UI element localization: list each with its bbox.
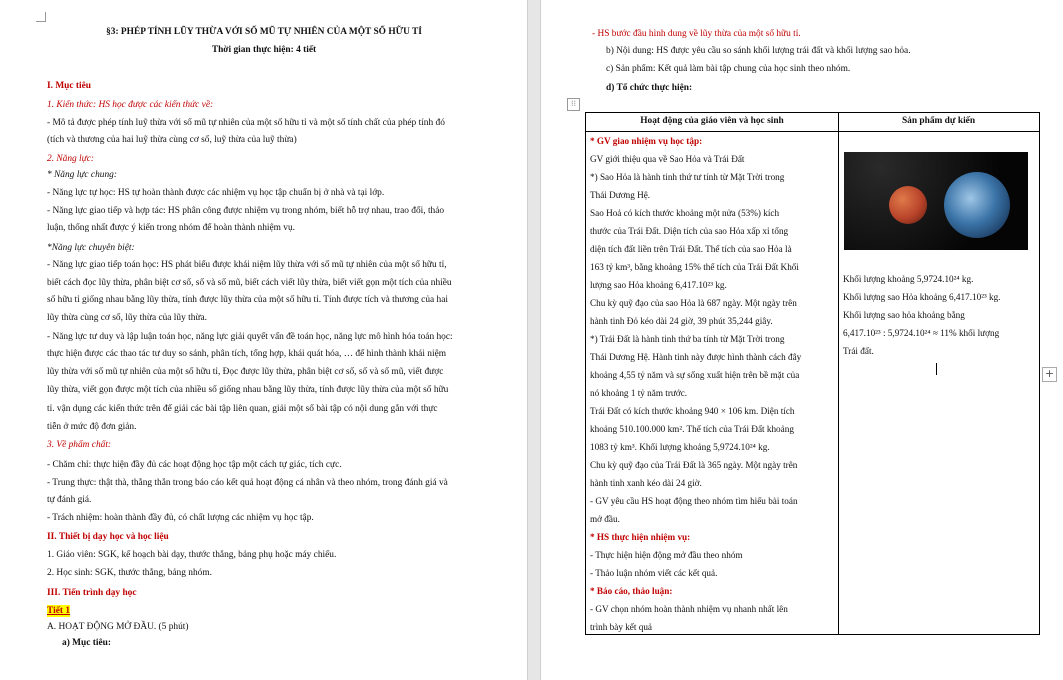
table-column-divider: [838, 113, 839, 634]
activity-line: thước của Trái Đất. Diện tích của sao Hỏa xấp xỉ tổng: [590, 226, 789, 236]
activity-line: diện tích đất liền trên Trái Đất. Thể tích của sao Hỏa là: [590, 244, 792, 254]
activity-line: Chu kỳ quỹ đạo của Trái Đất là 365 ngày. Một ngày trên: [590, 460, 798, 470]
page1-line: * Năng lực chung:: [47, 170, 117, 180]
activity-line: nó khoảng 1 tỷ năm trước.: [590, 388, 688, 398]
page-title: §3: PHÉP TÍNH LŨY THỪA VỚI SỐ MŨ TỰ NHIÊN CỦA MỘT SỐ HỮU TỈ: [106, 27, 422, 37]
activity-line: trình bày kết quả: [590, 622, 652, 632]
page1-line: I. Mục tiêu: [47, 81, 92, 91]
page1-line: III. Tiến trình dạy học: [47, 588, 137, 598]
activity-line: Thái Dương Hệ. Hành tinh này được hình thành cách đây: [590, 352, 802, 362]
page1-line: tiễn ở mức độ đơn giản.: [47, 422, 137, 432]
product-line: Trái đất.: [843, 346, 874, 356]
page1-line: a) Mục tiêu:: [62, 638, 111, 648]
page1-line: 1. Giáo viên: SGK, kế hoạch bài dạy, thước thẳng, bảng phụ hoặc máy chiếu.: [47, 550, 337, 560]
page1-line: A. HOẠT ĐỘNG MỞ ĐẦU. (5 phút): [47, 622, 189, 632]
page1-line: số hữu tỉ giống nhau bằng lũy thừa, tính được lũy thừa của một số hữu tỉ. Tính được tích và thương của hai: [47, 295, 448, 305]
activity-line: - GV yêu cầu HS hoạt động theo nhóm tìm hiểu bài toán: [590, 496, 798, 506]
page1-line: 3. Về phẩm chất:: [47, 440, 112, 450]
activity-line: khoảng 510.100.000 km². Thể tích của Trái Đất khoảng: [590, 424, 794, 434]
page1-line: - Trung thực: thật thà, thẳng thắn trong báo cáo kết quả hoạt động cá nhân và theo nhóm, trong đánh giá và: [47, 478, 448, 488]
activity-line: 163 tỷ km³, bằng khoảng 15% thể tích của Trái Đất Khối: [590, 262, 799, 272]
table-header-divider: [586, 131, 1039, 132]
page1-line: lũy thừa, viết gọn được một tích của nhiều số giống nhau bằng lũy thừa, tính được lũy thừa của một số hữu: [47, 385, 449, 395]
activity-line: - GV chọn nhóm hoàn thành nhiệm vụ nhanh nhất lên: [590, 604, 788, 614]
earth-planet: [944, 172, 1010, 238]
text-cursor: [936, 363, 937, 375]
activity-line: - Thảo luận nhóm viết các kết quả.: [590, 568, 718, 578]
product-line: Khối lượng sao Hỏa khoảng 6,417.10²³ kg.: [843, 292, 1001, 302]
page1-line: Tiết 1: [47, 606, 71, 616]
page1-line: - Chăm chỉ: thực hiện đầy đủ các hoạt động học tập một cách tự giác, tích cực.: [47, 460, 342, 470]
product-line: Khối lượng sao hỏa khoảng bằng: [843, 310, 965, 320]
product-line: 6,417.10²³ : 5,9724.10²⁴ ≈ 11% khối lượng: [843, 328, 1000, 338]
page2-line: d) Tổ chức thực hiện:: [606, 83, 693, 93]
activity-line: lượng sao Hỏa khoảng 6,417.10²³ kg.: [590, 280, 727, 290]
activity-line: * Báo cáo, thảo luận:: [590, 586, 673, 596]
activity-line: hành tinh Đỏ kéo dài 24 giờ, 39 phút 35,244 giây.: [590, 316, 773, 326]
activity-line: - Thực hiện hiện động mở đầu theo nhóm: [590, 550, 743, 560]
page1-line: lũy thừa với số mũ tự nhiên của một số hữu tỉ, Đọc được lũy thừa, phân biệt cơ số, số và số mũ, viết được: [47, 367, 444, 377]
page1-line: tự đánh giá.: [47, 495, 92, 505]
mars-earth-image: [844, 152, 1028, 250]
activity-line: * HS thực hiện nhiệm vụ:: [590, 532, 691, 542]
activity-line: *) Trái Đất là hành tinh thứ ba tính từ Mặt Trời trong: [590, 334, 785, 344]
activity-line: mở đầu.: [590, 514, 620, 524]
page-corner-mark: [36, 12, 46, 22]
page1-line: tỉ. vận dụng các kiến thức trên để giải các bài tập liên quan, giải một số bài tập có nội dung gắn với thực: [47, 404, 438, 414]
page1-line: - Năng lực giao tiếp toán học: HS phát biểu được khái niệm lũy thừa với số mũ tự nhiên của một số hữu tỉ,: [47, 260, 447, 270]
table-header-products: Sản phẩm dự kiến: [901, 116, 976, 126]
page1-line: 2. Học sinh: SGK, thước thẳng, bảng nhóm.: [47, 568, 212, 578]
table-move-handle[interactable]: ⁝⁝: [567, 98, 580, 111]
page1-line: - Mô tả được phép tính luỹ thừa với số mũ tự nhiên của một số hữu tỉ và một số tính chất của phép tính đó: [47, 118, 445, 128]
mars-planet: [889, 186, 927, 224]
page-subtitle: Thời gian thực hiện: 4 tiết: [211, 45, 317, 55]
activity-line: Sao Hoả có kích thước khoảng một nửa (53%) kích: [590, 208, 780, 218]
page1-line: 1. Kiến thức: HS học được các kiến thức về:: [47, 100, 214, 110]
page1-line: - Năng lực giao tiếp và hợp tác: HS phân công được nhiệm vụ trong nhóm, biết hỗ trợ nhau, trao đổi, thảo: [47, 206, 445, 216]
activity-line: * GV giao nhiệm vụ học tập:: [590, 136, 703, 146]
activity-line: *) Sao Hỏa là hành tinh thứ tư tính từ Mặt Trời trong: [590, 172, 785, 182]
page1-line: lũy thừa cùng cơ số, lũy thừa của lũy thừa.: [47, 313, 208, 323]
page1-line: - Trách nhiệm: hoàn thành đầy đủ, có chất lượng các nhiệm vụ học tập.: [47, 513, 314, 523]
page1-line: - Năng lực tư duy và lập luận toán học, năng lực giải quyết vấn đề toán học, năng lực mô hình hóa toán học:: [47, 332, 453, 342]
page2-line: - HS bước đầu hình dung về lũy thừa của một số hữu tỉ.: [592, 29, 801, 39]
table-header-activities: Hoạt động của giáo viên và học sinh: [640, 116, 784, 126]
activity-line: 1083 tỷ km³. Khối lượng khoảng 5,9724.10²⁴ kg.: [590, 442, 770, 452]
add-row-button[interactable]: +: [1042, 367, 1057, 382]
page2-line: c) Sản phẩm: Kết quả làm bài tập chung của học sinh theo nhóm.: [606, 64, 851, 74]
activity-line: GV giới thiệu qua về Sao Hỏa và Trái Đất: [590, 154, 745, 164]
activity-line: Thái Dương Hệ.: [590, 190, 651, 200]
activity-line: Trái Đất có kích thước khoảng 940 × 106 km. Diện tích: [590, 406, 795, 416]
page1-line: *Năng lực chuyên biệt:: [47, 243, 135, 253]
page1-line: luận, thống nhất được ý kiến trong nhóm để hoàn thành nhiệm vụ.: [47, 223, 296, 233]
page1-line: biết cách đọc lũy thừa, phân biệt cơ số, số và số mũ, biết cách viết lũy thừa, biết viết gọn một tích của nhiều: [47, 278, 452, 288]
page1-line: 2. Năng lực:: [47, 154, 95, 164]
page1-line: II. Thiết bị dạy học và học liệu: [47, 532, 169, 542]
activity-line: hành tinh xanh kéo dài 24 giờ.: [590, 478, 702, 488]
page1-line: - Năng lực tự học: HS tự hoàn thành được các nhiệm vụ học tập chuẩn bị ở nhà và tại lớp.: [47, 188, 385, 198]
page1-line: thực hiện được các thao tác tư duy so sánh, phân tích, tổng hợp, khái quát hóa, … để hình thành khái niệm: [47, 349, 447, 359]
page2-line: b) Nội dung: HS được yêu cầu so sánh khối lượng trái đất và khối lượng sao hỏa.: [606, 46, 911, 56]
product-line: Khối lượng khoảng 5,9724.10²⁴ kg.: [843, 274, 974, 284]
page1-line: (tích và thương của hai luỹ thừa cùng cơ số, luỹ thừa của luỹ thừa): [47, 135, 297, 145]
activity-line: khoảng 4,55 tỷ năm và sự sống xuất hiện trên bề mặt của: [590, 370, 800, 380]
activity-line: Chu kỳ quỹ đạo của sao Hỏa là 687 ngày. Một ngày trên: [590, 298, 797, 308]
